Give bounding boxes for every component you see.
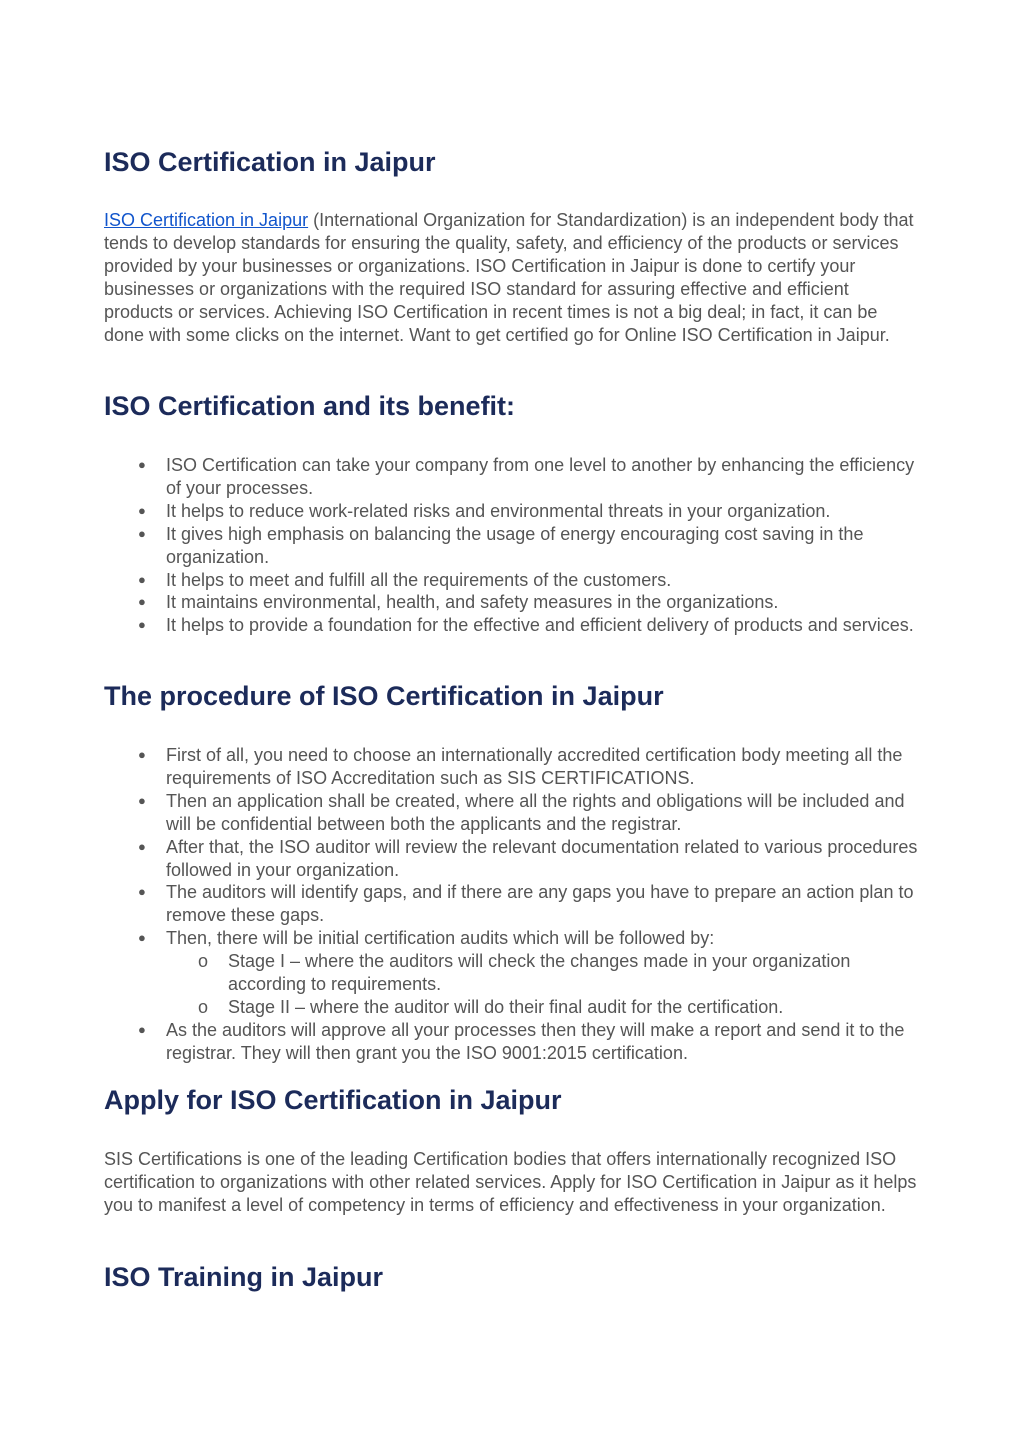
list-item: ● After that, the ISO auditor will review the relevant documentation related to various procedures followed in your organization. <box>104 836 920 882</box>
heading-iso-certification-jaipur: ISO Certification in Jaipur <box>104 147 436 177</box>
list-item: ● It helps to reduce work-related risks and environmental threats in your organization. <box>104 500 920 523</box>
list-item: ● It gives high emphasis on balancing the usage of energy encouraging cost saving in the organization. <box>104 523 920 569</box>
iso-certification-link[interactable]: ISO Certification in Jaipur <box>104 210 309 230</box>
intro-text: (International Organization for Standardization) is an independent body that tends to develop standards for ensuring the quality, safety, and efficiency of the products or services provided by your businesses or organizations. ISO Certification in Jaipur is done to certify your businesses or organizations with the required ISO standard for assuring effective and efficient products or services. Achieving ISO Certification in recent times is not a big deal; in fact, it can be done with some clicks on the internet. Want to get certified go for Online ISO Certification in Jaipur. <box>104 210 914 345</box>
sub-list-item: o Stage II – where the auditor will do their final audit for the certification. <box>166 996 920 1019</box>
heading-benefits: ISO Certification and its benefit: <box>104 391 516 421</box>
heading-apply: Apply for ISO Certification in Jaipur <box>104 1085 562 1115</box>
benefits-list <box>104 454 920 637</box>
list-item: ● Then an application shall be created, where all the rights and obligations will be included and will be confidential between both the applicants and the registrar. <box>104 790 920 836</box>
heading-procedure: The procedure of ISO Certification in Jaipur <box>104 681 664 711</box>
heading-training: ISO Training in Jaipur <box>104 1262 384 1292</box>
list-item: ● As the auditors will approve all your processes then they will make a report and send it to the registrar. They will then grant you the ISO 9001:2015 certification. <box>104 1019 920 1065</box>
list-item: ● ISO Certification can take your company from one level to another by enhancing the efficiency of your processes. <box>104 454 920 500</box>
list-item: ● It helps to provide a foundation for the effective and efficient delivery of products and services. <box>104 614 920 637</box>
apply-paragraph: SIS Certifications is one of the leading Certification bodies that offers internationally recognized ISO certification to organizations with other related services. Apply for ISO Certification in Jaipur as it helps you to manifest a level of competency in terms of efficiency and effectiveness in your organization. <box>104 1149 917 1215</box>
list-item-with-sublist <box>104 927 920 1019</box>
list-item: ● It helps to meet and fulfill all the requirements of the customers. <box>104 569 920 592</box>
list-item: ● First of all, you need to choose an internationally accredited certification body meeting all the requirements of ISO Accreditation such as SIS CERTIFICATIONS. <box>104 744 920 790</box>
list-item: ● The auditors will identify gaps, and if there are any gaps you have to prepare an action plan to remove these gaps. <box>104 881 920 927</box>
procedure-list <box>104 744 920 1065</box>
list-item: ● It maintains environmental, health, and safety measures in the organizations. <box>104 591 920 614</box>
list-item-text: Then, there will be initial certification audits which will be followed by: <box>166 928 715 949</box>
intro-paragraph <box>104 209 920 346</box>
stages-sublist <box>166 950 920 1019</box>
sub-list-item: o Stage I – where the auditors will check the changes made in your organization according to requirements. <box>166 950 920 996</box>
